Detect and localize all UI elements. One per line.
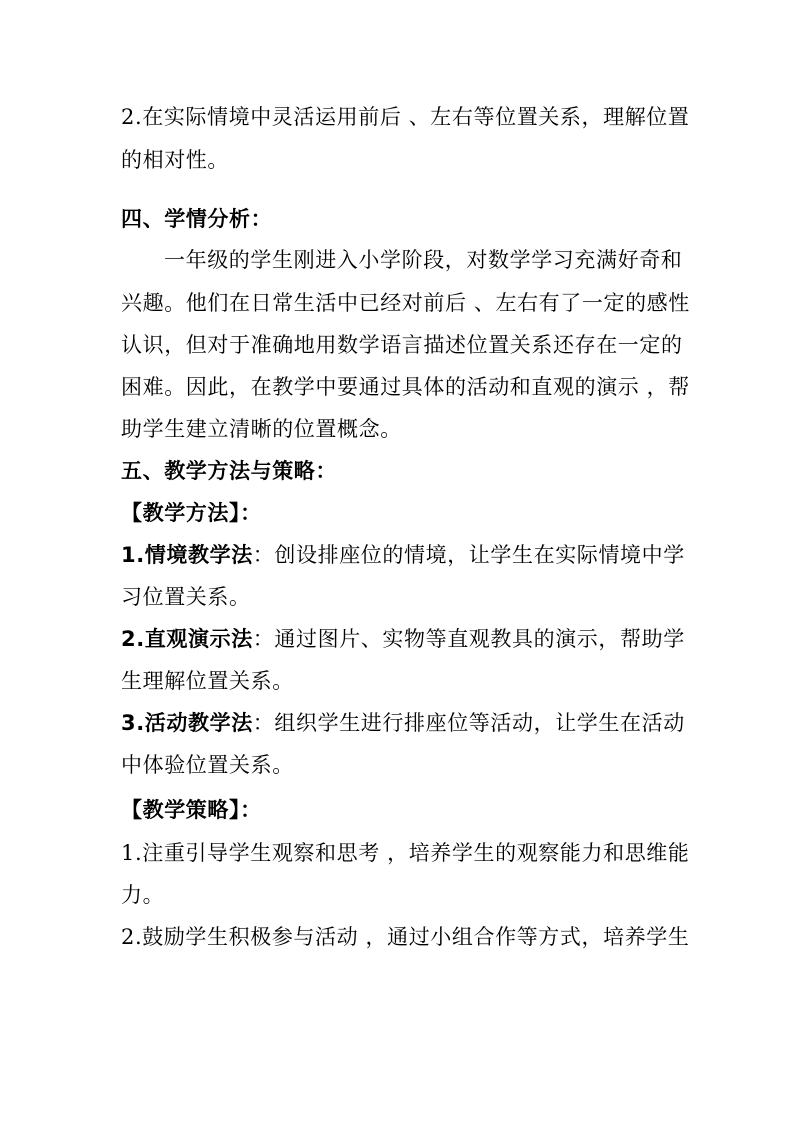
method-3-line-2: 中体验位置关系。 bbox=[121, 753, 294, 777]
method-2-line-2: 生理解位置关系。 bbox=[121, 669, 294, 693]
section-4-paragraph-line-4: 困难。因此，在教学中要通过具体的活动和直观的演示 ，帮 bbox=[121, 375, 690, 399]
method-3-text: ：组织学生进行排座位等活动，让学生在活动 bbox=[252, 711, 685, 735]
method-1-line-1 bbox=[121, 540, 685, 570]
objective-2-line-1: 2.在实际情境中灵活运用前后 、左右等位置关系，理解位置 bbox=[121, 105, 690, 129]
method-1-label: 1.情境教学法 bbox=[121, 543, 253, 567]
method-2-line-1 bbox=[121, 624, 685, 654]
objective-2-line-2: 的相对性。 bbox=[121, 148, 229, 172]
section-4-paragraph-line-5: 助学生建立清晰的位置概念。 bbox=[121, 417, 402, 441]
strategies-heading: 【教学策略】： bbox=[121, 798, 262, 822]
method-2-text: ：通过图片、实物等直观教具的演示，帮助学 bbox=[252, 627, 685, 651]
method-3-label: 3.活动教学法 bbox=[121, 711, 253, 735]
section-4-heading: 四、学情分析： bbox=[121, 207, 273, 231]
section-4-paragraph-line-3: 认识，但对于准确地用数学语言描述位置关系还存在一定的 bbox=[121, 333, 683, 357]
method-3-line-1 bbox=[121, 708, 685, 738]
section-4-paragraph-line-2: 兴趣。他们在日常生活中已经对前后 、左右有了一定的感性 bbox=[121, 291, 690, 315]
method-2-label: 2.直观演示法 bbox=[121, 627, 253, 651]
method-1-text: ：创设排座位的情境，让学生在实际情境中学 bbox=[252, 543, 685, 567]
methods-heading: 【教学方法】： bbox=[121, 501, 262, 525]
section-4-paragraph-line-1: 一年级的学生刚进入小学阶段，对数学学习充满好奇和 bbox=[164, 248, 683, 272]
method-1-line-2: 习位置关系。 bbox=[121, 585, 251, 609]
strategy-1-line-2: 力。 bbox=[121, 883, 165, 907]
section-5-heading: 五、教学方法与策略： bbox=[121, 459, 337, 483]
strategy-2-line-1: 2.鼓励学生积极参与活动 ，通过小组合作等方式，培养学生 bbox=[121, 925, 690, 949]
strategy-1-line-1: 1.注重引导学生观察和思考 ，培养学生的观察能力和思维能 bbox=[121, 841, 690, 865]
